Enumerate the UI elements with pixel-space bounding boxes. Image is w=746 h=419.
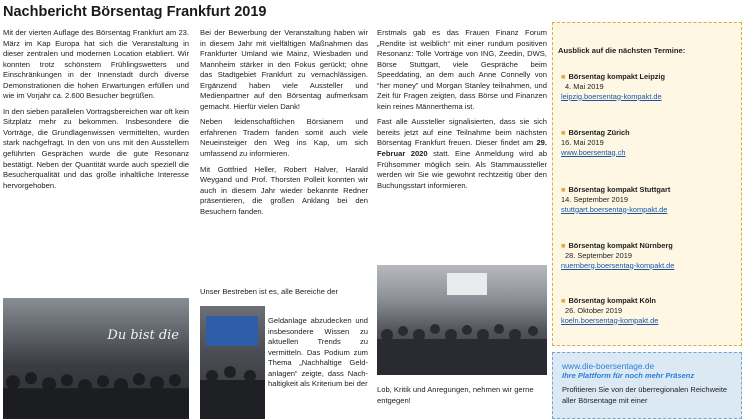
paragraph-wrap: Geldanlage abzudecken und insbesondere Wissen zu aktuellen Trends zu vermitteln. Das Podium zum Thema „Nachhaltige Geld-anlagen“ zeigte, dass Nach-haltigkeit als Kriterium bei der — [268, 316, 368, 389]
stage-banner-text: Du bist die — [107, 328, 179, 343]
event-name: Börsentag kompakt Stuttgart — [568, 185, 671, 194]
platform-promo-box — [552, 352, 742, 419]
event-date: 4. Mai 2019 — [565, 81, 604, 91]
event-photo-audience — [3, 298, 189, 419]
next-event-date: 29. Februar 2020 — [377, 138, 547, 159]
event-date: 14. September 2019 — [561, 194, 628, 204]
event-name: Börsentag kompakt Leipzig — [568, 72, 665, 81]
text-run: Fast alle Aussteller signalisierten, dass sie sich bereits jetzt auf eine Teilnahme beim nächsten Börsentag Frankfurt freuen. Dieser findet am — [377, 117, 547, 148]
article-column-3 — [377, 28, 547, 196]
event-item — [561, 185, 670, 214]
platform-link[interactable]: www.die-boersentage.de — [562, 361, 655, 371]
page-title: Nachbericht Börsentag Frankfurt 2019 — [3, 4, 267, 20]
bullet-icon: ■ — [561, 72, 566, 81]
paragraph: In den sieben parallelen Vortragsbereichen war oft kein Sitzplatz mehr zu bekommen. Insbesondere die Vorträge, die Grundlagenwissen vermittelten, wurden stark nachgefragt. In den von uns mit den Ausstellern geführten Gesprächen wurde die gute Resonanz bestätigt. Neben der Quantität wurde auch speziell die Besucherqualität und das große inhaltliche Interesse hervorgehoben. — [3, 106, 189, 190]
event-link[interactable]: stuttgart.boersentag-kompakt.de — [561, 204, 668, 214]
paragraph: Mit Gottfried Heller, Robert Halver, Harald Weygand und Prof. Thorsten Polleit konnten wir auch in diesem Jahr wieder bekannte Redner präsentieren, die großen Anklang bei den Besuchern fanden. — [200, 164, 368, 216]
bullet-icon: ■ — [561, 128, 566, 137]
bullet-icon: ■ — [561, 241, 566, 250]
event-name: Börsentag Zürich — [568, 128, 630, 137]
event-item — [561, 241, 674, 270]
bullet-icon: ■ — [561, 296, 566, 305]
promo-subtitle: Ihre Plattform für noch mehr Präsenz — [562, 371, 695, 380]
text-run: statt. Eine Anmeldung wird ab Frühsommer möglich sein. Als Stammaussteller werden wir Sie wie gewohnt rechtzeitig über den Buchungsstart informieren. — [377, 149, 547, 190]
event-photo-lecture-hall — [377, 265, 547, 375]
event-item — [561, 128, 630, 157]
event-link[interactable]: nuernberg.boersentag-kompakt.de — [561, 260, 675, 270]
event-link[interactable]: www.boersentag.ch — [561, 147, 626, 157]
article-column-1 — [3, 28, 189, 196]
event-link[interactable]: koeln.boersentag-kompakt.de — [561, 315, 659, 325]
stage-illustration — [200, 306, 265, 419]
event-item — [561, 296, 658, 325]
bullet-icon: ■ — [561, 185, 566, 194]
promo-text: Profitieren Sie von der überregionalen Reichweite aller Börsentage mit einer — [562, 385, 728, 405]
event-name: Börsentag kompakt Köln — [568, 296, 656, 305]
event-date: 26. Oktober 2019 — [565, 305, 623, 315]
event-date: 16. Mai 2019 — [561, 137, 604, 147]
event-link[interactable]: leipzig.boersentag-kompakt.de — [561, 91, 662, 101]
paragraph-start: Unser Bestreben ist es, alle Bereiche der — [200, 287, 339, 296]
lecture-hall-illustration — [377, 265, 547, 375]
paragraph: Mit der vierten Auflage des Börsentag Frankfurt am 23. März im Kap Europa hat sich die Veranstaltung in dieser zentralen und modernen Location etabliert. Wir konnten trotz schönstem Frühlingswetters und Einschränkungen in der Innenstadt durch diverse Demonstrationen die hohen Erwartungen erfüllen und wie im Vorjahr ca. 2.600 Besucher begrüßen. — [3, 28, 189, 101]
event-item — [561, 72, 665, 101]
sidebar-heading: Ausblick auf die nächsten Termine: — [558, 46, 686, 55]
paragraph: Erstmals gab es das Frauen Finanz Forum „Rendite ist weiblich“ mit einer rundum positiven Resonanz: Tolle Vorträge von ING, Zeedin, DWS, Börse Stuttgart, viele Gespräche beim Speeddating, an dem auch Anne Connelly von “her money” und Morgan Stanley teilnahmen, und Zeit für Fragen zeigten, dass Börse und Finanzen kein reines Männerthema ist. — [377, 28, 547, 111]
article-column-2 — [200, 28, 368, 222]
closing-note: Lob, Kritik und Anregungen, nehmen wir gerne entgegen! — [377, 385, 534, 405]
event-photo-stage — [200, 306, 265, 419]
crowd-illustration — [3, 352, 189, 419]
event-date: 28. September 2019 — [565, 250, 632, 260]
event-name: Börsentag kompakt Nürnberg — [568, 241, 673, 250]
paragraph — [377, 117, 547, 191]
paragraph: Bei der Bewerbung der Veranstaltung haben wir in diesem Jahr mit vielfältigen Maßnahmen das Frankfurter Umland wie Mainz, Wiesbaden und Mannheim stärker in den Fokus gerückt; ohne das Stadtgebiet Frankfurt zu vernachlässigen. Ergänzend haben viele Aussteller und Medienpartner auf den Börsentag aufmerksam gemacht. Hierfür vielen Dank! — [200, 28, 368, 111]
upcoming-events-box — [552, 22, 742, 346]
paragraph: Neben leidenschaftlichen Börsianern und erfahrenen Tradern fanden somit auch viele Neueinsteiger den Weg ins Kap, um sich umfassend zu informieren. — [200, 117, 368, 159]
